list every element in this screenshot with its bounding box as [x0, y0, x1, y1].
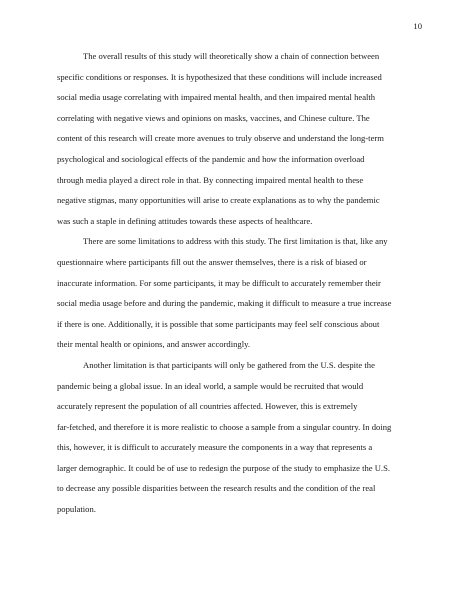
text-line: to decrease any possible disparities between the research results and the condition of the real [57, 483, 376, 494]
text-line: if there is one. Additionally, it is possible that some participants may feel self conscious about [57, 318, 380, 329]
text-line: social media usage before and during the pandemic, making it difficult to measure a true increase [57, 298, 392, 309]
text-line: correlating with negative views and opinions on masks, vaccines, and Chinese culture. The [57, 112, 370, 123]
body-text [57, 46, 413, 520]
text-line: larger demographic. It could be of use to redesign the purpose of the study to emphasize the U.S. [57, 462, 390, 473]
text-line: questionnaire where participants fill out the answer themselves, there is a risk of biased or [57, 256, 367, 267]
text-line: There are some limitations to address with this study. The first limitation is that, like any [83, 236, 388, 247]
text-line: The overall results of this study will theoretically show a chain of connection between [83, 51, 380, 61]
text-line: specific conditions or responses. It is hypothesized that these conditions will include increased [57, 71, 382, 82]
text-line: their mental health or opinions, and answer accordingly. [57, 339, 250, 350]
text-line: far-fetched, and therefore it is more realistic to choose a sample from a singular country. In doing [57, 421, 392, 432]
page-number: 10 [413, 21, 422, 31]
text-line: population. [57, 504, 96, 515]
text-line: inaccurate information. For some participants, it may be difficult to accurately remember their [57, 277, 381, 288]
text-line: through media played a direct role in that. By connecting impaired mental health to these [57, 174, 364, 185]
text-line: pandemic being a global issue. In an ideal world, a sample would be recruited that would [57, 380, 364, 391]
paragraph-results [57, 46, 413, 231]
text-line: accurately represent the population of all countries affected. However, this is extremely [57, 401, 358, 412]
text-line: negative stigmas, many opportunities will arise to create explanations as to why the pandemic [57, 195, 380, 206]
text-line: this, however, it is difficult to accurately measure the components in a way that represents a [57, 442, 373, 453]
text-line: content of this research will create more avenues to truly observe and understand the long-term [57, 133, 384, 144]
text-line: social media usage correlating with impaired mental health, and then impaired mental health [57, 92, 376, 103]
text-line: psychological and sociological effects of the pandemic and how the information overload [57, 153, 365, 164]
paragraph-sample-limitation [57, 355, 413, 520]
text-line: Another limitation is that participants will only be gathered from the U.S. despite the [83, 359, 375, 370]
paragraph-limitations [57, 231, 413, 355]
text-line: was such a staple in defining attitudes towards these aspects of healthcare. [57, 215, 313, 226]
